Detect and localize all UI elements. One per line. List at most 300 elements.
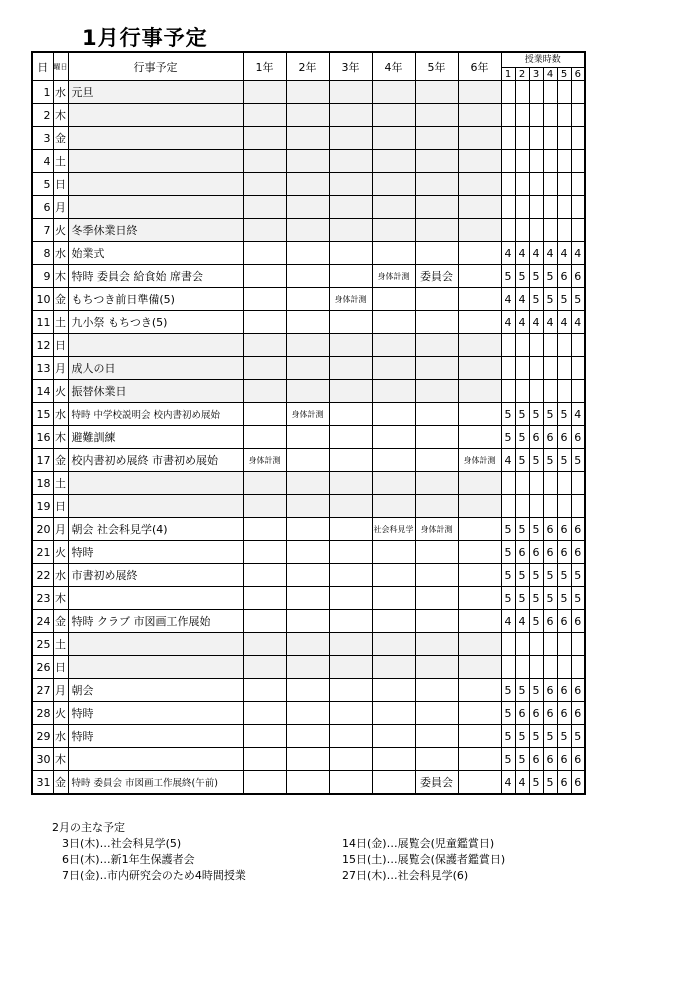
hours-cell: 4 xyxy=(501,771,515,795)
grade-cell xyxy=(458,771,501,795)
hours-cell xyxy=(557,173,571,196)
grade-cell xyxy=(372,564,415,587)
grade-cell xyxy=(243,541,286,564)
header-grade-1: 1年 xyxy=(243,52,286,81)
grade-cell xyxy=(415,173,458,196)
day-cell: 18 xyxy=(32,472,53,495)
hours-cell xyxy=(571,150,585,173)
grade-cell xyxy=(329,725,372,748)
hours-cell: 5 xyxy=(571,725,585,748)
weekday-cell: 金 xyxy=(53,771,68,795)
hours-cell: 5 xyxy=(543,449,557,472)
day-cell: 29 xyxy=(32,725,53,748)
table-row xyxy=(32,357,585,380)
hours-cell xyxy=(529,196,543,219)
grade-cell xyxy=(415,564,458,587)
hours-cell xyxy=(571,357,585,380)
hours-cell: 5 xyxy=(529,518,543,541)
grade-cell xyxy=(329,219,372,242)
grade-cell xyxy=(458,150,501,173)
hours-cell: 6 xyxy=(529,702,543,725)
hours-cell xyxy=(557,219,571,242)
hours-cell: 5 xyxy=(571,449,585,472)
grade-cell xyxy=(243,127,286,150)
event-cell xyxy=(68,150,243,173)
hours-cell: 5 xyxy=(529,610,543,633)
hours-cell xyxy=(501,334,515,357)
hours-cell xyxy=(501,357,515,380)
hours-cell xyxy=(501,196,515,219)
grade-cell xyxy=(286,518,329,541)
table-row xyxy=(32,334,585,357)
grade-cell xyxy=(415,610,458,633)
event-cell xyxy=(68,633,243,656)
hours-cell xyxy=(557,357,571,380)
day-cell: 11 xyxy=(32,311,53,334)
hours-cell xyxy=(515,380,529,403)
hours-cell xyxy=(529,656,543,679)
hours-cell: 5 xyxy=(529,725,543,748)
hours-cell xyxy=(501,173,515,196)
grade-cell xyxy=(329,679,372,702)
grade-cell xyxy=(458,610,501,633)
hours-cell: 6 xyxy=(571,426,585,449)
hours-cell: 5 xyxy=(501,403,515,426)
grade-cell xyxy=(372,334,415,357)
grade-cell xyxy=(458,196,501,219)
table-row xyxy=(32,81,585,104)
table-row xyxy=(32,380,585,403)
grade-cell xyxy=(415,633,458,656)
grade-cell xyxy=(415,748,458,771)
hours-cell xyxy=(501,127,515,150)
grade-cell xyxy=(415,127,458,150)
hours-cell: 5 xyxy=(515,518,529,541)
grade-cell xyxy=(243,380,286,403)
grade-cell xyxy=(458,495,501,518)
table-row xyxy=(32,426,585,449)
grade-cell xyxy=(329,150,372,173)
grade-cell xyxy=(243,150,286,173)
grade-cell xyxy=(286,472,329,495)
hours-cell xyxy=(515,81,529,104)
grade-cell xyxy=(415,334,458,357)
hours-cell: 6 xyxy=(557,679,571,702)
day-cell: 20 xyxy=(32,518,53,541)
grade-cell xyxy=(329,541,372,564)
hours-cell: 6 xyxy=(557,541,571,564)
grade-cell xyxy=(372,495,415,518)
hours-cell: 4 xyxy=(571,403,585,426)
hours-cell: 5 xyxy=(529,449,543,472)
grade-cell xyxy=(458,679,501,702)
hours-cell xyxy=(557,196,571,219)
grade-cell xyxy=(415,426,458,449)
grade-cell xyxy=(329,265,372,288)
hours-cell: 5 xyxy=(515,265,529,288)
grade-cell xyxy=(286,495,329,518)
grade-cell xyxy=(458,173,501,196)
weekday-cell: 月 xyxy=(53,679,68,702)
event-cell: 特時 委員会 給食始 席書会 xyxy=(68,265,243,288)
grade-cell xyxy=(243,81,286,104)
grade-cell xyxy=(286,127,329,150)
grade-cell xyxy=(329,127,372,150)
hours-cell: 4 xyxy=(515,610,529,633)
day-cell: 9 xyxy=(32,265,53,288)
grade-cell: 委員会 xyxy=(415,265,458,288)
hours-cell: 5 xyxy=(543,564,557,587)
hours-cell xyxy=(501,495,515,518)
hours-cell xyxy=(515,633,529,656)
grade-cell xyxy=(458,219,501,242)
hours-cell xyxy=(557,150,571,173)
hours-cell: 4 xyxy=(571,242,585,265)
grade-cell xyxy=(372,380,415,403)
hours-cell xyxy=(529,104,543,127)
table-row xyxy=(32,702,585,725)
grade-cell xyxy=(372,127,415,150)
grade-cell xyxy=(286,564,329,587)
table-row xyxy=(32,587,585,610)
hours-cell xyxy=(515,150,529,173)
hours-cell: 6 xyxy=(543,610,557,633)
event-cell xyxy=(68,334,243,357)
event-cell: 特時 委員会 市図画工作展終(午前) xyxy=(68,771,243,795)
weekday-cell: 火 xyxy=(53,219,68,242)
hours-cell xyxy=(515,357,529,380)
grade-cell: 身体計測 xyxy=(415,518,458,541)
grade-cell xyxy=(286,196,329,219)
grade-cell xyxy=(243,311,286,334)
grade-cell xyxy=(458,633,501,656)
grade-cell xyxy=(329,173,372,196)
hours-cell xyxy=(571,81,585,104)
grade-cell xyxy=(286,334,329,357)
note-left: 3日(木)…社会科見学(5) xyxy=(62,837,182,850)
day-cell: 17 xyxy=(32,449,53,472)
grade-cell xyxy=(329,449,372,472)
grade-cell xyxy=(415,702,458,725)
hours-cell: 5 xyxy=(529,403,543,426)
hours-cell: 5 xyxy=(529,771,543,795)
grade-cell xyxy=(372,771,415,795)
weekday-cell: 日 xyxy=(53,334,68,357)
table-row xyxy=(32,288,585,311)
table-row xyxy=(32,196,585,219)
hours-cell xyxy=(557,334,571,357)
hours-cell xyxy=(571,334,585,357)
day-cell: 19 xyxy=(32,495,53,518)
weekday-cell: 木 xyxy=(53,426,68,449)
table-row xyxy=(32,541,585,564)
event-cell: 元旦 xyxy=(68,81,243,104)
hours-cell xyxy=(571,472,585,495)
grade-cell xyxy=(243,633,286,656)
event-cell xyxy=(68,587,243,610)
weekday-cell: 土 xyxy=(53,633,68,656)
hours-cell: 5 xyxy=(529,288,543,311)
table-row xyxy=(32,564,585,587)
hours-cell: 6 xyxy=(557,702,571,725)
weekday-cell: 水 xyxy=(53,564,68,587)
grade-cell xyxy=(372,610,415,633)
grade-cell xyxy=(458,403,501,426)
table-row xyxy=(32,679,585,702)
grade-cell xyxy=(286,679,329,702)
hours-cell xyxy=(515,127,529,150)
grade-cell xyxy=(415,380,458,403)
weekday-cell: 火 xyxy=(53,380,68,403)
grade-cell xyxy=(415,587,458,610)
hours-cell xyxy=(529,81,543,104)
grade-cell: 身体計測 xyxy=(458,449,501,472)
hours-cell xyxy=(501,633,515,656)
table-row xyxy=(32,104,585,127)
hours-cell: 6 xyxy=(515,541,529,564)
hours-cell xyxy=(515,472,529,495)
grade-cell xyxy=(415,104,458,127)
event-cell: 九小祭 もちつき(5) xyxy=(68,311,243,334)
hours-cell xyxy=(557,633,571,656)
hours-cell: 6 xyxy=(557,610,571,633)
grade-cell xyxy=(372,403,415,426)
note-right: 14日(金)…展覧会(児童鑑賞日) xyxy=(342,837,495,850)
hours-cell xyxy=(515,196,529,219)
hours-cell xyxy=(557,104,571,127)
hours-cell: 4 xyxy=(501,242,515,265)
table-row xyxy=(32,127,585,150)
hours-cell: 5 xyxy=(501,748,515,771)
grade-cell xyxy=(458,518,501,541)
grade-cell: 身体計測 xyxy=(243,449,286,472)
hours-cell xyxy=(571,104,585,127)
day-cell: 26 xyxy=(32,656,53,679)
day-cell: 12 xyxy=(32,334,53,357)
grade-cell xyxy=(329,564,372,587)
header-hour-4: 4 xyxy=(543,68,557,81)
grade-cell xyxy=(372,449,415,472)
table-row xyxy=(32,311,585,334)
weekday-cell: 金 xyxy=(53,288,68,311)
grade-cell xyxy=(243,426,286,449)
grade-cell xyxy=(415,150,458,173)
table-row xyxy=(32,495,585,518)
grade-cell xyxy=(243,288,286,311)
hours-cell: 5 xyxy=(515,725,529,748)
hours-cell: 4 xyxy=(501,610,515,633)
hours-cell xyxy=(543,104,557,127)
hours-cell: 5 xyxy=(515,426,529,449)
header-grade-4: 4年 xyxy=(372,52,415,81)
grade-cell xyxy=(415,725,458,748)
grade-cell: 委員会 xyxy=(415,771,458,795)
grade-cell xyxy=(329,633,372,656)
grade-cell xyxy=(372,311,415,334)
hours-cell: 5 xyxy=(557,403,571,426)
grade-cell xyxy=(372,219,415,242)
header-grade-5: 5年 xyxy=(415,52,458,81)
day-cell: 30 xyxy=(32,748,53,771)
grade-cell xyxy=(458,564,501,587)
grade-cell xyxy=(243,265,286,288)
grade-cell xyxy=(415,541,458,564)
grade-cell xyxy=(243,357,286,380)
hours-cell xyxy=(543,495,557,518)
event-cell xyxy=(68,472,243,495)
event-cell xyxy=(68,173,243,196)
hours-cell: 4 xyxy=(529,311,543,334)
event-cell: 朝会 xyxy=(68,679,243,702)
hours-cell xyxy=(501,104,515,127)
table-row xyxy=(32,610,585,633)
event-cell: 特時 クラブ 市図画工作展始 xyxy=(68,610,243,633)
hours-cell xyxy=(557,656,571,679)
hours-cell xyxy=(571,495,585,518)
event-cell: 振替休業日 xyxy=(68,380,243,403)
hours-cell: 5 xyxy=(543,771,557,795)
hours-cell: 5 xyxy=(529,265,543,288)
day-cell: 24 xyxy=(32,610,53,633)
event-cell: 校内書初め展終 市書初め展始 xyxy=(68,449,243,472)
event-cell xyxy=(68,127,243,150)
schedule-table xyxy=(31,51,586,795)
grade-cell xyxy=(329,587,372,610)
grade-cell xyxy=(458,380,501,403)
table-row xyxy=(32,748,585,771)
grade-cell xyxy=(458,104,501,127)
hours-cell: 6 xyxy=(529,748,543,771)
hours-cell: 6 xyxy=(529,541,543,564)
weekday-cell: 水 xyxy=(53,81,68,104)
day-cell: 5 xyxy=(32,173,53,196)
grade-cell xyxy=(415,495,458,518)
grade-cell xyxy=(329,518,372,541)
hours-cell xyxy=(571,196,585,219)
grade-cell xyxy=(372,472,415,495)
event-cell xyxy=(68,656,243,679)
grade-cell xyxy=(243,196,286,219)
hours-cell xyxy=(529,472,543,495)
hours-cell xyxy=(571,380,585,403)
note-left: 7日(金)‥市内研究会のため4時間授業 xyxy=(62,869,246,882)
hours-cell: 4 xyxy=(571,311,585,334)
grade-cell: 社会科見学 xyxy=(372,518,415,541)
grade-cell xyxy=(415,656,458,679)
hours-cell: 6 xyxy=(543,679,557,702)
hours-cell: 5 xyxy=(515,587,529,610)
table-row xyxy=(32,771,585,795)
weekday-cell: 日 xyxy=(53,495,68,518)
hours-cell xyxy=(515,219,529,242)
grade-cell xyxy=(372,357,415,380)
hours-cell: 5 xyxy=(543,265,557,288)
hours-cell: 4 xyxy=(557,242,571,265)
hours-cell: 6 xyxy=(571,679,585,702)
note-right: 27日(木)…社会科見学(6) xyxy=(342,869,469,882)
grade-cell xyxy=(286,449,329,472)
hours-cell xyxy=(543,81,557,104)
hours-cell: 5 xyxy=(557,449,571,472)
hours-cell: 5 xyxy=(501,564,515,587)
hours-cell xyxy=(543,472,557,495)
note-right: 15日(土)…展覧会(保護者鑑賞日) xyxy=(342,853,506,866)
grade-cell xyxy=(243,104,286,127)
weekday-cell: 火 xyxy=(53,702,68,725)
day-cell: 16 xyxy=(32,426,53,449)
grade-cell xyxy=(286,656,329,679)
grade-cell xyxy=(458,311,501,334)
grade-cell xyxy=(458,357,501,380)
grade-cell xyxy=(372,173,415,196)
grade-cell xyxy=(286,426,329,449)
day-cell: 22 xyxy=(32,564,53,587)
weekday-cell: 水 xyxy=(53,242,68,265)
hours-cell: 5 xyxy=(543,403,557,426)
day-cell: 1 xyxy=(32,81,53,104)
hours-cell: 5 xyxy=(501,426,515,449)
hours-cell xyxy=(543,173,557,196)
hours-cell: 4 xyxy=(501,288,515,311)
grade-cell xyxy=(243,334,286,357)
weekday-cell: 木 xyxy=(53,265,68,288)
hours-cell: 5 xyxy=(515,449,529,472)
table-row xyxy=(32,518,585,541)
hours-cell: 4 xyxy=(501,311,515,334)
hours-cell xyxy=(501,380,515,403)
grade-cell xyxy=(286,702,329,725)
weekday-cell: 土 xyxy=(53,472,68,495)
hours-cell xyxy=(543,219,557,242)
weekday-cell: 金 xyxy=(53,449,68,472)
grade-cell xyxy=(458,748,501,771)
grade-cell xyxy=(372,242,415,265)
grade-cell xyxy=(329,196,372,219)
hours-cell xyxy=(557,81,571,104)
grade-cell xyxy=(286,587,329,610)
event-cell: 始業式 xyxy=(68,242,243,265)
table-row xyxy=(32,242,585,265)
table-row xyxy=(32,403,585,426)
hours-cell: 6 xyxy=(557,518,571,541)
hours-cell xyxy=(571,219,585,242)
hours-cell: 5 xyxy=(501,518,515,541)
hours-cell: 6 xyxy=(571,748,585,771)
weekday-cell: 木 xyxy=(53,587,68,610)
grade-cell xyxy=(372,541,415,564)
hours-cell xyxy=(571,127,585,150)
table-row xyxy=(32,472,585,495)
hours-cell: 4 xyxy=(543,242,557,265)
hours-cell: 6 xyxy=(543,748,557,771)
hours-cell xyxy=(515,495,529,518)
hours-cell xyxy=(529,219,543,242)
grade-cell xyxy=(372,656,415,679)
hours-cell: 5 xyxy=(501,679,515,702)
grade-cell xyxy=(243,725,286,748)
hours-cell xyxy=(543,633,557,656)
hours-cell xyxy=(571,633,585,656)
hours-cell xyxy=(501,219,515,242)
weekday-cell: 日 xyxy=(53,173,68,196)
grade-cell: 身体計測 xyxy=(329,288,372,311)
grade-cell xyxy=(329,656,372,679)
grade-cell xyxy=(243,748,286,771)
grade-cell xyxy=(415,219,458,242)
grade-cell xyxy=(372,426,415,449)
day-cell: 6 xyxy=(32,196,53,219)
hours-cell: 5 xyxy=(515,748,529,771)
